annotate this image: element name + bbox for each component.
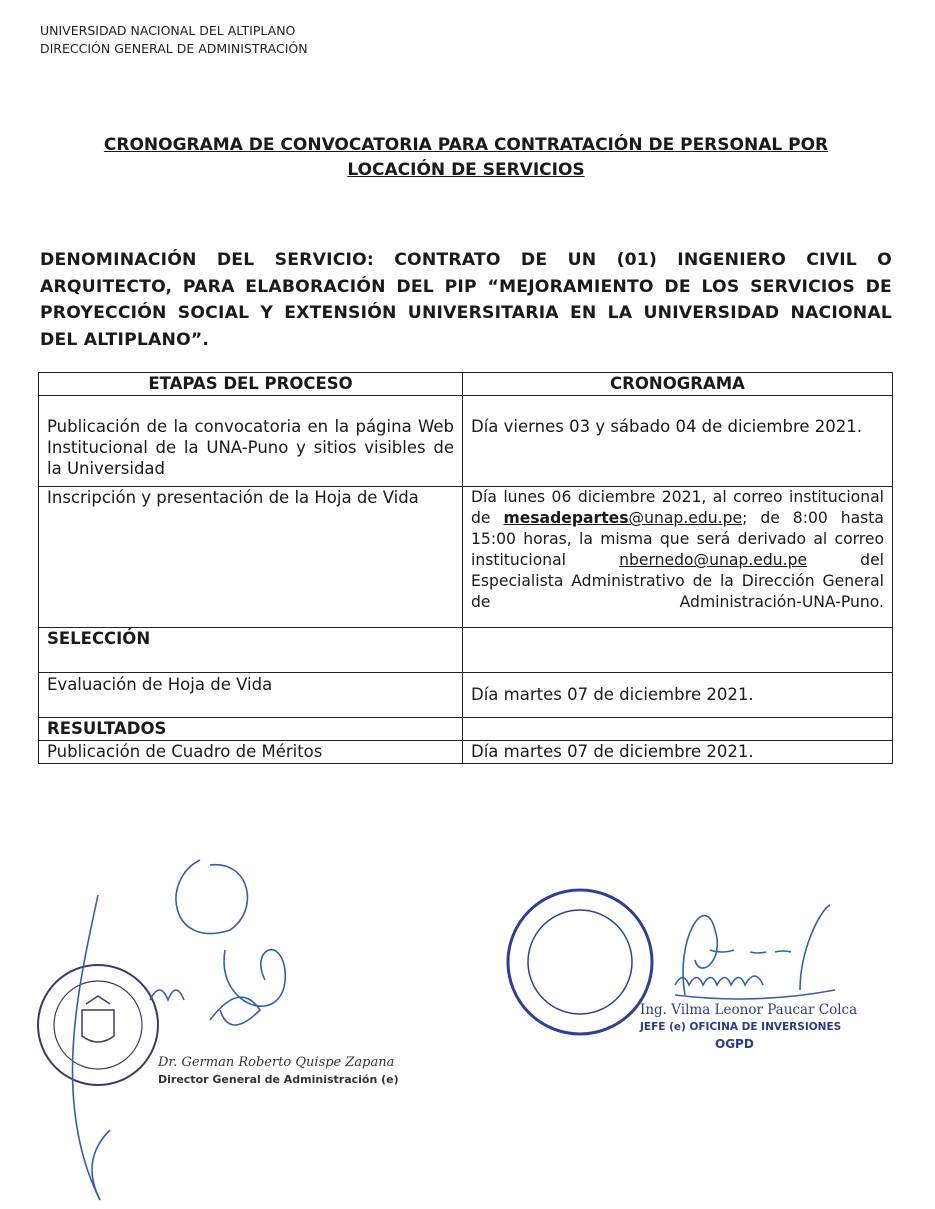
document-title bbox=[40, 133, 892, 183]
title-line-2: LOCACIÓN DE SERVICIOS bbox=[347, 160, 585, 180]
stage-cell bbox=[39, 673, 463, 718]
left-signature-scribble-icon bbox=[73, 860, 286, 1200]
left-signature-block bbox=[158, 1054, 399, 1088]
schedule-text: ; de 8:00 hasta 15:00 horas, la misma que será derivado al correo institucional bbox=[471, 509, 884, 569]
schedule-cell bbox=[463, 718, 893, 741]
right-signature-scribble-icon bbox=[675, 905, 835, 999]
stage-cell bbox=[39, 396, 463, 487]
right-signature-block bbox=[640, 1002, 857, 1053]
service-description: DENOMINACIÓN DEL SERVICIO: CONTRATO DE UN (01) INGENIERO CIVIL O ARQUITECTO, PARA ELABORACIÓN DEL PIP “MEJORAMIENTO DE LOS SERVICIOS DE PROYECCIÓN SOCIAL Y EXTENSIÓN UNIVERSITARIA EN LA UNIVERSIDAD NACIONAL DEL ALTIPLANO”. bbox=[40, 250, 892, 350]
schedule-text: Día martes 07 de diciembre 2021. bbox=[471, 685, 754, 704]
schedule-cell bbox=[463, 487, 893, 628]
schedule-text: del Especialista Administrativo de la Dirección General de Administración-UNA-Puno. bbox=[471, 551, 884, 611]
schedule-cell bbox=[463, 628, 893, 673]
title-line-1: CRONOGRAMA DE CONVOCATORIA PARA CONTRATACIÓN DE PERSONAL POR bbox=[103, 135, 829, 155]
schedule-cell bbox=[463, 673, 893, 718]
stage-text: Publicación de la convocatoria en la página Web Institucional de la UNA-Puno y sitios visibles de la Universidad bbox=[47, 417, 454, 478]
right-seal-icon bbox=[508, 890, 652, 1034]
section-heading-seleccion: SELECCIÓN bbox=[39, 628, 463, 673]
schedule-cell bbox=[463, 396, 893, 487]
email-mesadepartes-domain[interactable]: @unap.edu.pe bbox=[628, 509, 743, 527]
left-signature-seal-graphic bbox=[0, 840, 370, 1209]
column-header-schedule: CRONOGRAMA bbox=[463, 373, 893, 396]
schedule-table bbox=[38, 372, 893, 764]
table-row bbox=[39, 741, 893, 764]
schedule-text: Día viernes 03 y sábado 04 de diciembre 2021. bbox=[471, 417, 863, 436]
column-header-stages: ETAPAS DEL PROCESO bbox=[39, 373, 463, 396]
right-signer-name: Ing. Vilma Leonor Paucar Colca bbox=[640, 1002, 858, 1018]
schedule-cell: Día martes 07 de diciembre 2021. bbox=[463, 741, 893, 764]
table-row bbox=[39, 487, 893, 628]
table-row bbox=[39, 396, 893, 487]
table-header-row bbox=[39, 373, 893, 396]
schedule-text: Día lunes 06 diciembre 2021, al correo institucional de bbox=[471, 488, 884, 527]
table-row bbox=[39, 673, 893, 718]
section-heading-resultados: RESULTADOS bbox=[39, 718, 463, 741]
right-signer-department: OGPD bbox=[715, 1037, 754, 1051]
stage-cell: Publicación de Cuadro de Méritos bbox=[39, 741, 463, 764]
document-header bbox=[40, 22, 308, 58]
email-nbernedo-link[interactable]: nbernedo@unap.edu.pe bbox=[619, 551, 808, 569]
stage-text: Evaluación de Hoja de Vida bbox=[47, 675, 273, 694]
left-signer-role: Director General de Administración (e) bbox=[158, 1073, 399, 1086]
right-signer-role: JEFE (e) OFICINA DE INVERSIONES bbox=[640, 1021, 842, 1033]
table-row bbox=[39, 628, 893, 673]
header-department: DIRECCIÓN GENERAL DE ADMINISTRACIÓN bbox=[40, 41, 308, 56]
left-seal-icon bbox=[38, 965, 158, 1085]
table-row bbox=[39, 718, 893, 741]
email-mesadepartes-user[interactable]: mesadepartes bbox=[503, 509, 629, 527]
stage-cell: Inscripción y presentación de la Hoja de Vida bbox=[39, 487, 463, 628]
header-university: UNIVERSIDAD NACIONAL DEL ALTIPLANO bbox=[40, 23, 296, 38]
left-signer-name: Dr. German Roberto Quispe Zapana bbox=[158, 1055, 395, 1070]
